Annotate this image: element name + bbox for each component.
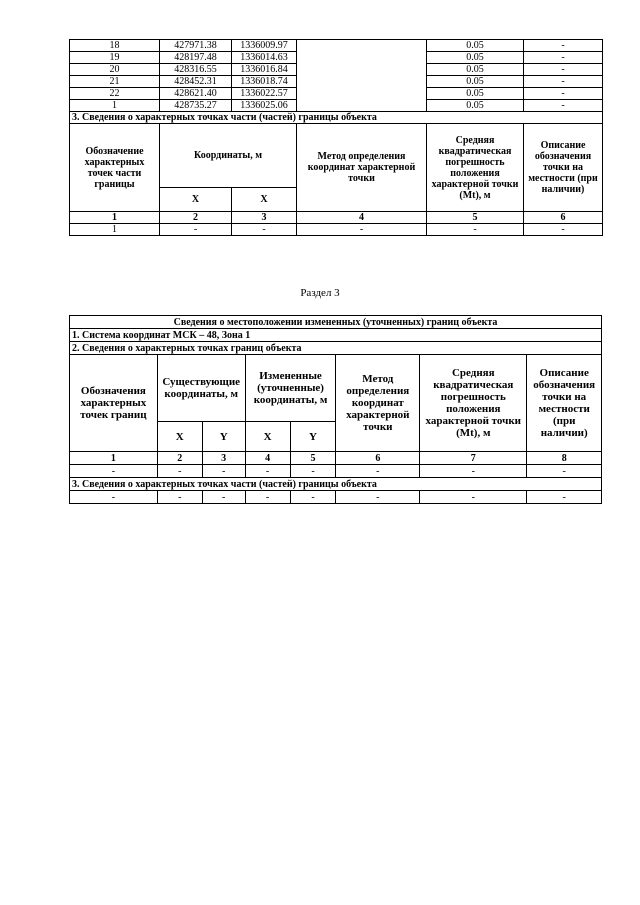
cell: - (157, 491, 202, 504)
section-3-row (70, 478, 602, 491)
accuracy-value: 0.05 (427, 52, 524, 64)
column-number: 2 (160, 212, 232, 224)
cell: - (524, 224, 603, 236)
column-numbers-row (70, 212, 603, 224)
coord-y: 1336025.06 (232, 100, 297, 112)
coord-x: 428735.27 (160, 100, 232, 112)
cell: - (527, 491, 602, 504)
accuracy-value: 0.05 (427, 64, 524, 76)
column-number: 6 (524, 212, 603, 224)
x-header: X (157, 422, 202, 452)
cell: - (420, 465, 527, 478)
point-number: 19 (70, 52, 160, 64)
section-3-title: 3. Сведения о характерных точках части (частей) границы объекта (70, 478, 602, 491)
description-header: Описание обозначения точки на местности (при наличии) (527, 355, 602, 452)
coord-x: 427971.38 (160, 40, 232, 52)
y-header: Y (202, 422, 245, 452)
changed-coordinates-header: Измененные (уточненные) координаты, м (245, 355, 336, 422)
column-number: 6 (336, 452, 420, 465)
title-row (70, 316, 602, 329)
cell: - (427, 224, 524, 236)
section-heading: Раздел 3 (300, 287, 340, 299)
coord-x: 428452.31 (160, 76, 232, 88)
point-number: 21 (70, 76, 160, 88)
column-number: 5 (290, 452, 336, 465)
column-number: 5 (427, 212, 524, 224)
table-row (70, 465, 602, 478)
accuracy-value: 0.05 (427, 88, 524, 100)
description-value: - (524, 64, 603, 76)
method-header: Метод определения координат характерной точки (297, 124, 427, 212)
coordinate-system-row (70, 329, 602, 342)
point-number: 1 (70, 100, 160, 112)
description-value: - (524, 40, 603, 52)
coord-y: 1336022.57 (232, 88, 297, 100)
coord-x: 428197.48 (160, 52, 232, 64)
cell: - (297, 224, 427, 236)
column-number: 4 (297, 212, 427, 224)
coord-x: 428316.55 (160, 64, 232, 76)
x-header: X (232, 188, 297, 212)
point-number: 18 (70, 40, 160, 52)
cell: - (202, 491, 245, 504)
column-number: 1 (70, 212, 160, 224)
accuracy-header: Средняя квадратическая погрешность положения характерной точки (Mt), м (427, 124, 524, 212)
cell: - (202, 465, 245, 478)
cell: - (290, 465, 336, 478)
column-number: 2 (157, 452, 202, 465)
coordinates-header: Координаты, м (160, 124, 297, 188)
cell: - (290, 491, 336, 504)
column-number: 3 (232, 212, 297, 224)
boundary-points-table (69, 39, 603, 236)
cell: - (245, 491, 290, 504)
accuracy-value: 0.05 (427, 40, 524, 52)
cell: - (160, 224, 232, 236)
column-number: 4 (245, 452, 290, 465)
table-title: Сведения о местоположении измененных (уточненных) границ объекта (70, 316, 602, 329)
cell: - (245, 465, 290, 478)
column-number: 3 (202, 452, 245, 465)
column-number: 8 (527, 452, 602, 465)
description-value: - (524, 88, 603, 100)
changed-boundaries-table (69, 315, 602, 504)
description-header: Описание обозначения точки на местности (при наличии) (524, 124, 603, 212)
coord-y: 1336016.84 (232, 64, 297, 76)
table-row (70, 40, 603, 52)
header-row (70, 124, 603, 188)
column-numbers-row (70, 452, 602, 465)
description-value: - (524, 76, 603, 88)
cell: - (336, 491, 420, 504)
points-section-row (70, 342, 602, 355)
header-row (70, 355, 602, 422)
x-header: X (245, 422, 290, 452)
method-cell (297, 40, 427, 112)
designation-header: Обозначение характерных точек части границы (70, 124, 160, 212)
table-row (70, 224, 603, 236)
column-number: 7 (420, 452, 527, 465)
accuracy-value: 0.05 (427, 76, 524, 88)
cell: - (420, 491, 527, 504)
point-number: 22 (70, 88, 160, 100)
cell: - (336, 465, 420, 478)
description-value: - (524, 52, 603, 64)
cell: - (157, 465, 202, 478)
accuracy-value: 0.05 (427, 100, 524, 112)
designation-header: Обозначения характерных точек границ (70, 355, 158, 452)
x-header: X (160, 188, 232, 212)
description-value: - (524, 100, 603, 112)
method-header: Метод определения координат характерной точки (336, 355, 420, 452)
accuracy-header: Средняя квадратическая погрешность положения характерной точки (Mt), м (420, 355, 527, 452)
section-3-row (70, 112, 603, 124)
cell: - (527, 465, 602, 478)
column-number: 1 (70, 452, 158, 465)
cell: - (70, 491, 158, 504)
coord-y: 1336018.74 (232, 76, 297, 88)
coord-x: 428621.40 (160, 88, 232, 100)
coord-y: 1336014.63 (232, 52, 297, 64)
table-row (70, 491, 602, 504)
coord-y: 1336009.97 (232, 40, 297, 52)
point-number: 20 (70, 64, 160, 76)
coordinate-system: 1. Система координат МСК – 48, Зона 1 (70, 329, 602, 342)
cell: - (70, 465, 158, 478)
section-3-title: 3. Сведения о характерных точках части (частей) границы объекта (70, 112, 603, 124)
cell: 1 (70, 224, 160, 236)
points-section-title: 2. Сведения о характерных точках границ объекта (70, 342, 602, 355)
cell: - (232, 224, 297, 236)
existing-coordinates-header: Существующие координаты, м (157, 355, 245, 422)
y-header: Y (290, 422, 336, 452)
